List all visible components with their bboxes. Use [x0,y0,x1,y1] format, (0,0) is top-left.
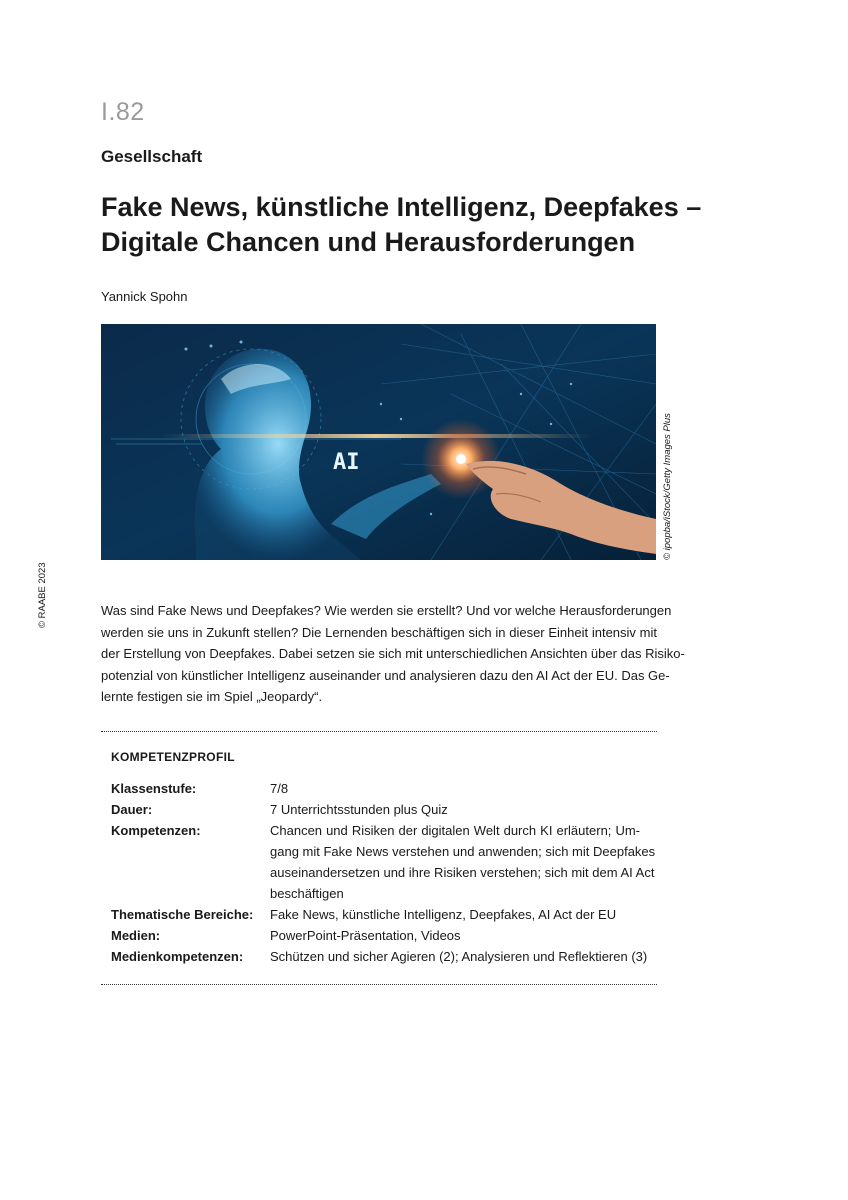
hero-image [101,324,656,560]
profile-value: Schützen und sicher Agieren (2); Analysieren und Reflektieren (3) [270,949,648,964]
intro-paragraph [101,600,685,708]
profile-value: auseinandersetzen und ihre Risiken verstehen; sich mit dem AI Act [270,865,655,880]
profile-value: Fake News, künstliche Intelligenz, Deepfakes, AI Act der EU [270,907,617,922]
profile-heading: KOMPETENZPROFIL [111,750,235,764]
profile-value: gang mit Fake News verstehen und anwenden; sich mit Deepfakes [270,844,656,859]
profile-row [111,904,651,925]
profile-value: 7 Unterrichtsstunden plus Quiz [270,802,448,817]
divider-bottom [101,984,657,985]
intro-line: Was sind Fake News und Deepfakes? Wie werden sie erstellt? Und vor welche Herausforderungen [101,603,672,618]
profile-label: Thematische Bereiche: [111,907,254,922]
profile-row [111,778,651,799]
title-line-2: Digitale Chancen und Herausforderungen [101,227,636,257]
author: Yannick Spohn [101,289,188,304]
intro-line: der Erstellung von Deepfakes. Dabei setzen sie sich mit unterschiedlichen Ansichten über das Risiko- [101,646,685,661]
profile-row [111,925,651,946]
copyright-notice: © RAABE 2023 [37,562,48,628]
image-credit: © ipopba/iStock/Getty Images Plus [662,413,673,560]
profile-label: Klassenstufe: [111,781,197,796]
page-title [101,190,741,260]
profile-value: 7/8 [270,781,289,796]
profile-value: PowerPoint-Präsentation, Videos [270,928,461,943]
profile-row [111,946,651,967]
profile-label: Kompetenzen: [111,823,201,838]
section-label: Gesellschaft [101,147,203,166]
profile-label: Medienkompetenzen: [111,949,244,964]
divider-top [101,731,657,732]
title-line-1: Fake News, künstliche Intelligenz, Deepfakes – [101,192,702,222]
profile-label: Medien: [111,928,161,943]
intro-line: lernte festigen sie im Spiel „Jeopardy“. [101,689,323,704]
intro-line: werden sie uns in Zukunft stellen? Die Lernenden beschäftigen sich in dieser Einheit intensiv mit [101,624,657,640]
ai-overlay-text: AI [333,450,360,475]
profile-label: Dauer: [111,802,153,817]
profile-value: beschäftigen [270,886,344,901]
profile-row [111,820,656,904]
intro-line: potenzial von künstlicher Intelligenz auseinander und analysieren dazu den AI Act der EU. Das Ge- [101,667,670,683]
competence-profile [111,750,656,967]
unit-code: I.82 [101,98,145,126]
profile-value: Chancen und Risiken der digitalen Welt durch KI erläutern; Um- [270,823,640,838]
profile-row [111,799,651,820]
